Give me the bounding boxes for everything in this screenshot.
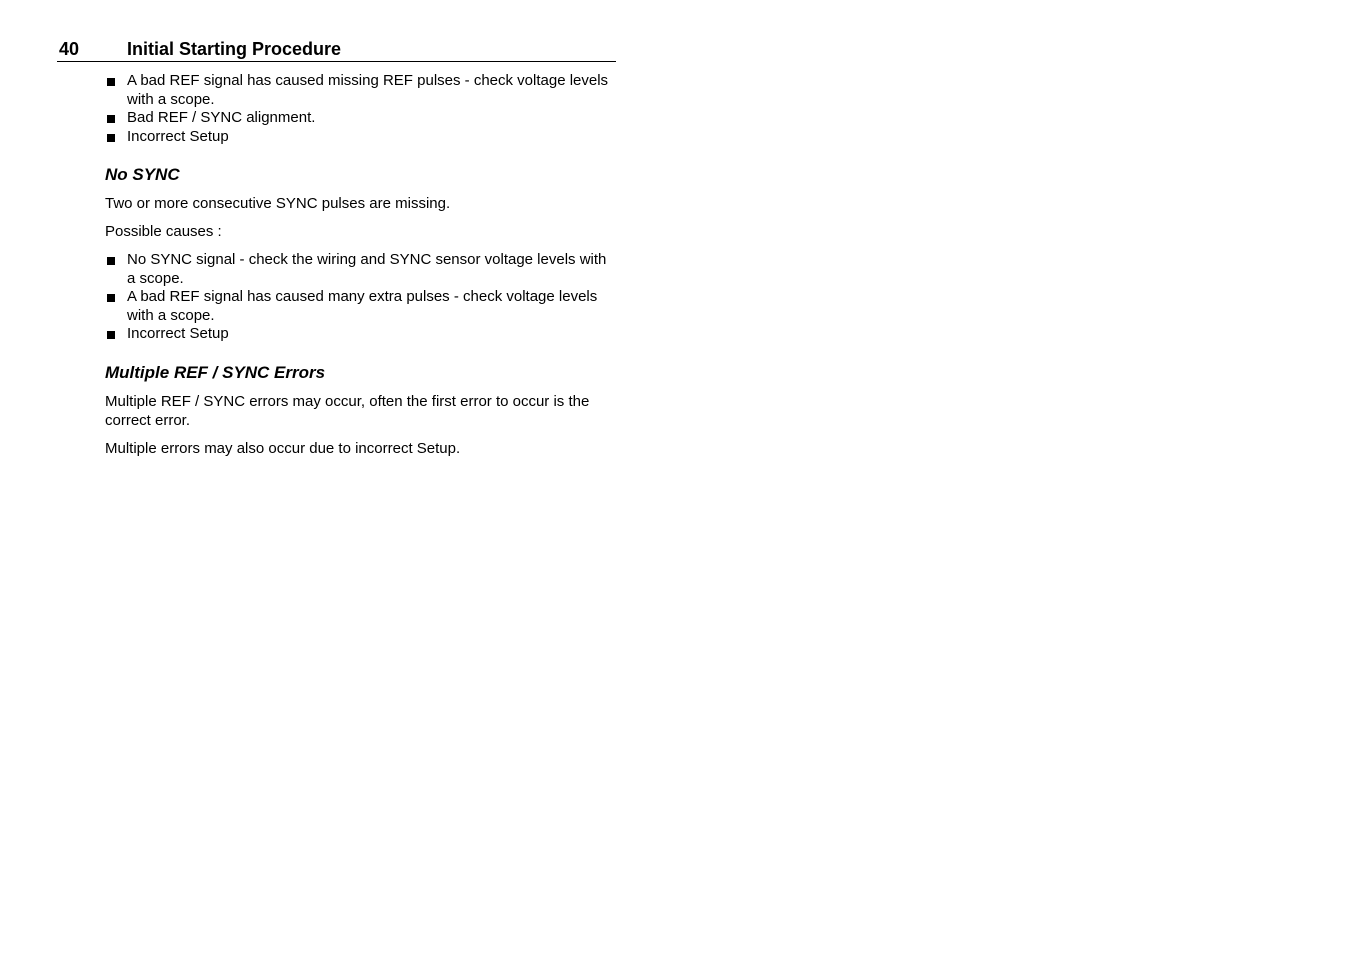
- multiple-errors-paragraph-2: Multiple errors may also occur due to incorrect Setup.: [105, 439, 461, 457]
- list-item-text: Incorrect Setup: [127, 127, 229, 145]
- square-bullet-icon: [107, 294, 115, 302]
- list-item: [105, 128, 615, 147]
- list-item: [105, 325, 615, 344]
- no-sync-cause-list: [105, 251, 615, 344]
- multiple-errors-heading: Multiple REF / SYNC Errors: [105, 362, 326, 382]
- no-sync-heading: No SYNC: [105, 165, 180, 184]
- list-item-text: No SYNC signal - check the wiring and SYNC sensor voltage levels with a scope.: [127, 251, 607, 287]
- list-item: [105, 288, 615, 325]
- no-sync-description: Two or more consecutive SYNC pulses are missing.: [105, 195, 451, 212]
- list-item-text: Bad REF / SYNC alignment.: [127, 109, 316, 126]
- multiple-errors-paragraph-1: Multiple REF / SYNC errors may occur, often the first error to occur is the correct error.: [105, 392, 590, 429]
- list-item-text: A bad REF signal has caused missing REF pulses - check voltage levels with a scope.: [127, 72, 609, 108]
- list-item: [105, 72, 615, 109]
- square-bullet-icon: [107, 257, 115, 265]
- possible-causes-label: Possible causes :: [105, 223, 222, 240]
- square-bullet-icon: [107, 331, 115, 339]
- square-bullet-icon: [107, 115, 115, 123]
- page-number: 40: [59, 39, 80, 59]
- square-bullet-icon: [107, 78, 115, 86]
- list-item: [105, 109, 615, 128]
- page-title: Initial Starting Procedure: [127, 39, 342, 59]
- page-content: [105, 72, 615, 458]
- intro-cause-list: [105, 72, 615, 146]
- list-item: [105, 251, 615, 288]
- page-header: [57, 38, 616, 62]
- list-item-text: A bad REF signal has caused many extra pulses - check voltage levels with a scope.: [127, 288, 598, 324]
- list-item-text: Incorrect Setup: [127, 325, 229, 342]
- square-bullet-icon: [107, 134, 115, 142]
